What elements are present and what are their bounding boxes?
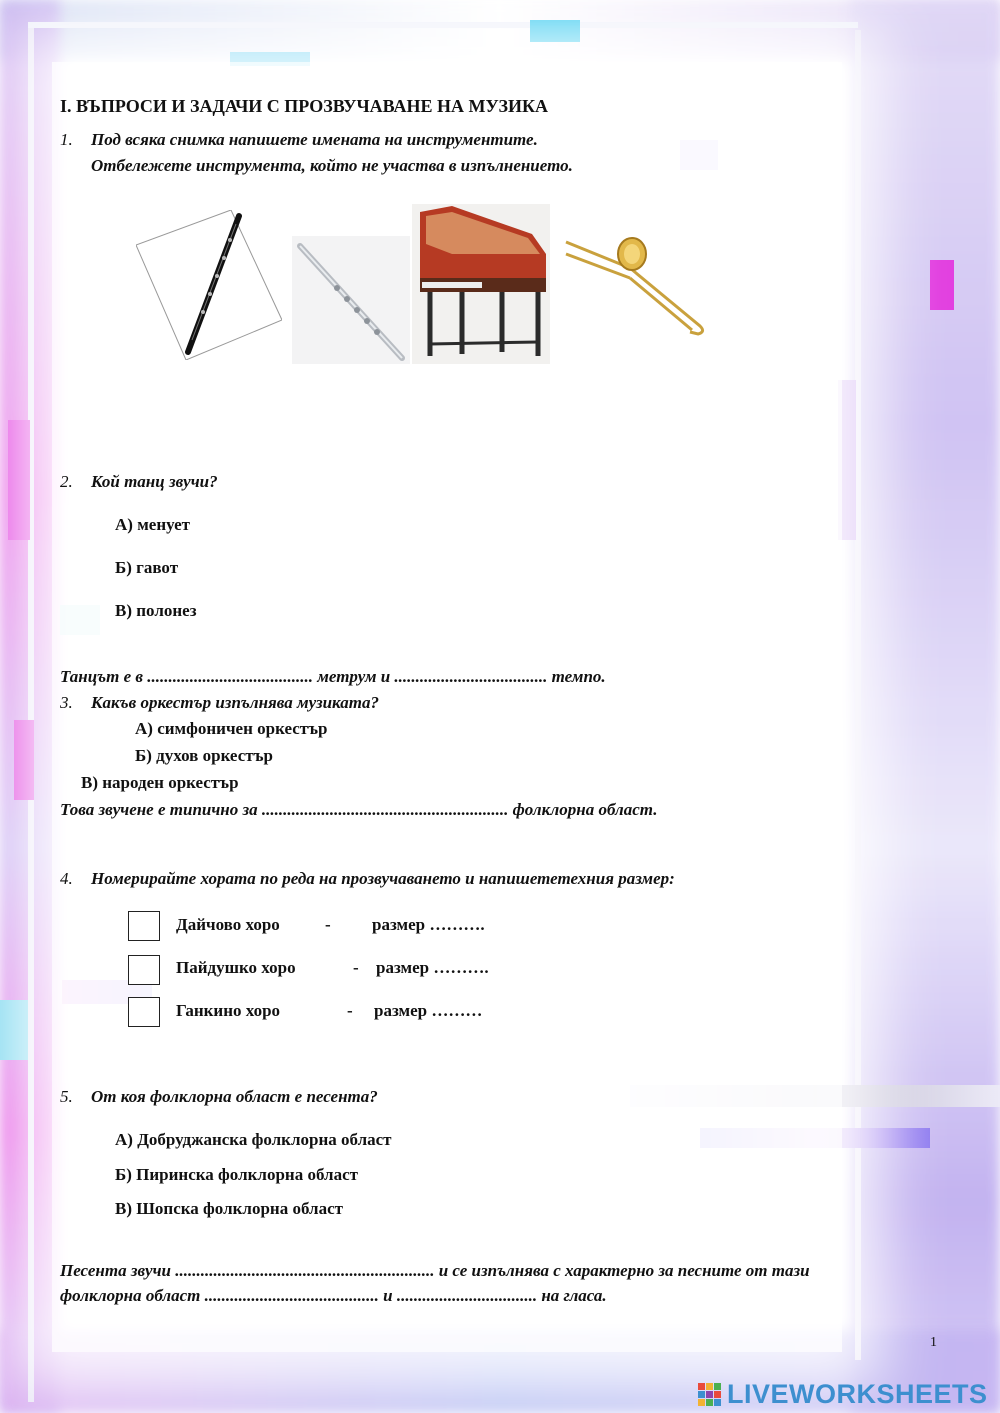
q2-text: Кой танц звучи?: [91, 472, 218, 491]
q5-text: От коя фолклорна област е песента?: [91, 1087, 378, 1106]
oboe-image: [136, 210, 282, 360]
dance-size-2[interactable]: размер ……….: [376, 958, 489, 977]
q2-option-c[interactable]: В) полонез: [115, 601, 197, 620]
q4-order-box-1[interactable]: [128, 911, 160, 941]
logo-text: LIVEWORKSHEETS: [727, 1378, 988, 1409]
q5-fill-line1[interactable]: Песента звучи ............................................................. и се изпълнява с характерно за песните от тази: [60, 1261, 810, 1280]
q3-option-b[interactable]: Б) духов оркестър: [135, 746, 273, 765]
logo-grid-icon: [698, 1383, 721, 1406]
q5-fill-line2[interactable]: фолклорна област ......................................... и ................................. на гласа.: [60, 1286, 607, 1305]
q2-option-b[interactable]: Б) гавот: [115, 558, 179, 577]
q1-text-line1: Под всяка снимка напишете имената на инструментите.: [91, 130, 538, 149]
dance-dash-3: -: [347, 1001, 353, 1020]
section-title: I. ВЪПРОСИ И ЗАДАЧИ С ПРОЗВУЧАВАНЕ НА МУЗИКА: [60, 96, 549, 116]
harpsichord-image: [412, 204, 550, 364]
liveworksheets-logo[interactable]: [698, 1378, 988, 1410]
q4-number: 4.: [60, 869, 73, 888]
dance-size-1[interactable]: размер ……….: [372, 915, 485, 934]
q3-fill-sentence[interactable]: Това звучене е типично за .......................................................... фолклорна област.: [60, 800, 658, 819]
q1-text-line2: Отбележете инструмента, който не участва в изпълнението.: [91, 156, 573, 175]
q4-order-box-3[interactable]: [128, 997, 160, 1027]
dance-dash-1: -: [325, 915, 331, 934]
q2-fill-sentence[interactable]: Танцът е в ....................................... метрум и .................................... темпо.: [60, 667, 606, 686]
dance-name-2: Пайдушко хоро: [176, 958, 296, 977]
page-number: 1: [930, 1335, 937, 1350]
q4-text: Номерирайте хората по реда на прозвучаването и напишететехния размер:: [91, 869, 675, 888]
q4-order-box-2[interactable]: [128, 955, 160, 985]
dance-size-3[interactable]: размер ………: [374, 1001, 483, 1020]
q5-option-c[interactable]: В) Шопска фолклорна област: [115, 1199, 343, 1218]
dance-name-1: Дайчово хоро: [176, 915, 280, 934]
q2-option-a[interactable]: А) менует: [115, 515, 190, 534]
q3-option-c[interactable]: В) народен оркестър: [81, 773, 239, 792]
dance-dash-2: -: [353, 958, 359, 977]
q3-number: 3.: [60, 693, 73, 712]
q3-text: Какъв оркестър изпълнява музиката?: [91, 693, 379, 712]
q5-option-b[interactable]: Б) Пиринска фолклорна област: [115, 1165, 358, 1184]
q3-option-a[interactable]: А) симфоничен оркестър: [135, 719, 328, 738]
flute-image: [292, 236, 410, 364]
trombone-image: [560, 228, 710, 338]
q5-number: 5.: [60, 1087, 73, 1106]
dance-name-3: Ганкино хоро: [176, 1001, 281, 1020]
q1-number: 1.: [60, 130, 73, 149]
q2-number: 2.: [60, 472, 73, 491]
q5-option-a[interactable]: А) Добруджанска фолклорна област: [115, 1130, 392, 1149]
